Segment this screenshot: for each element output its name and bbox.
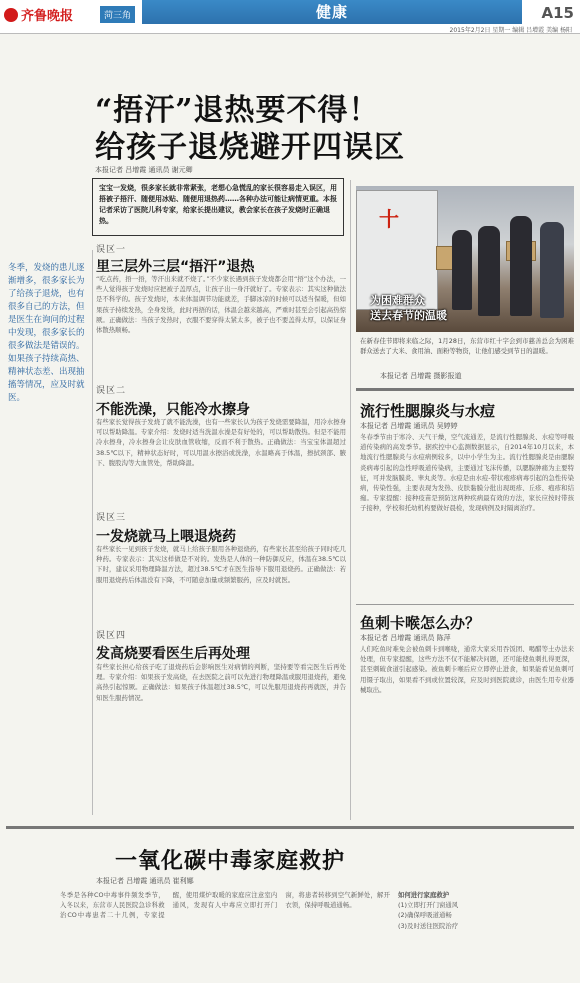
person (478, 226, 500, 316)
photo-caption-line2: 送去春节的温暖 (370, 309, 447, 322)
person (510, 216, 532, 316)
side-column: 冬季，发烧的患儿逐渐增多，很多家长为了给孩子退烧，也有很多自己的方法，但是医生在询问的过程中发现，很多家长的很多做法是错误的。如果孩子持续高热、精神状态差、出现抽搐等情况，应及时就医。 (8, 263, 85, 403)
section-1-text: “吃点药，捂一捂，等汗出来就不烧了。”不少家长遇到孩子发烧都会用“捂”这个办法，一些人觉得孩子发烧时应把被子盖厚点，让孩子出一身汗就好了。专家表示：其实这种做法是不科学的。孩子发烧时，本来体温调节功能就差，手脚冰凉的时候可以适当保暖，但如果孩子持续发热，全身发烫，此时再捂的话，体温会越来越高，严重时甚至会引起高热惊厥。正确做法：当孩子发热时，衣服不要穿得太紧太多，被子也不要盖得太厚，以保证身体散热顺畅。 (96, 275, 346, 335)
date-line: 2015年2月2日 星期一 编辑 吕增霞 美编 杨阳 (449, 27, 572, 34)
side-column-divider (92, 250, 93, 815)
paper-name: 齐鲁晚报 (21, 9, 74, 24)
section-2-label: 误区二 (96, 386, 127, 396)
article-3-title: 鱼刺卡喉怎么办？ (360, 614, 481, 632)
article-3-text: 人们吃鱼时难免会被鱼刺卡到喉咙，通常大家采用吞饭团、喝醋等土办法来处理，但专家提醒，这些方法不仅不能解决问题，还可能使鱼刺扎得更深，甚至刺破食道引起感染。被鱼刺卡喉后应立即停止进食，如果能看见鱼刺可用镊子取出，如果看不到或位置较深，应及时到医院就诊，由医生用专业器械取出。 (360, 645, 574, 694)
section-4-text: 有些家长担心给孩子吃了退烧药后会影响医生对病情的判断，坚持要等看完医生后再处理。专家介绍：如果孩子发高烧，在去医院之前可以先进行物理降温或服用退烧药，避免高热引起惊厥。正确做法：如果孩子体温超过38.5℃，可以先服用退烧药再就医，并告知医生服药情况。 (96, 663, 346, 702)
section-1-subtitle: 里三层外三层“捂汗”退热 (96, 259, 255, 275)
section-4-label: 误区四 (96, 631, 127, 641)
section-3-text: 有些家长一见到孩子发烧，就马上给孩子服用各种退烧药，有些家长甚至给孩子同时吃几种药。专家表示：其实这样做是不对的。发热是人体的一种防御反应，体温在38.5℃以下时，建议采用物理降温方法，超过38.5℃才在医生指导下服用退烧药。正确做法：若服用退烧药后体温没有下降，不可随意加量或频繁服药，应及时就医。 (96, 545, 346, 584)
section-2-subtitle: 不能洗澡，只能冷水擦身 (96, 402, 250, 418)
section-3-label: 误区三 (96, 513, 127, 523)
article-4-point: 如何进行家庭救护 (398, 891, 450, 899)
article-2-title: 流行性腮腺炎与水痘 (360, 402, 496, 420)
article-4-title: 一氧化碳中毒家庭救护 (115, 848, 346, 874)
seal-icon (4, 8, 18, 22)
masthead (0, 0, 580, 34)
person (540, 222, 564, 318)
article-2-text: 冬春季节由于寒冷、天气干燥，空气流通差，是流行性腮腺炎、水痘等呼吸道传染病的高发季节。据疾控中心监测数据显示，自2014年10月以来，本地流行性腮腺炎与水痘病例较多，以中小学生为主。流行性腮腺炎是由腮腺炎病毒引起的急性呼吸道传染病，主要通过飞沫传播，以腮腺肿痛为主要特征，可并发脑膜炎、睾丸炎等。水痘是由水痘-带状疱疹病毒引起的急性传染病，传染性强，主要表现为发热、皮肤黏膜分批出现斑疹、丘疹、疱疹和结痂。专家提醒：接种疫苗是预防这两种疾病最有效的方法，家长应按时带孩子接种，学校和托幼机构要做好晨检，发现病例及时隔离治疗。 (360, 433, 574, 513)
main-headline-line1: “捂汗”退热要不得！ (95, 93, 380, 128)
edition-tag: 菏三角 (100, 6, 135, 23)
article-4-point: (3)及时送往医院治疗 (398, 921, 459, 930)
article-4-rule (6, 826, 574, 829)
column-divider (350, 180, 351, 820)
newspaper-logo (4, 5, 73, 24)
article-3-rule (356, 604, 574, 605)
section-4-subtitle: 发高烧要看医生后再处理 (96, 646, 250, 662)
article-2-byline: 本报记者 吕增霞 通讯员 吴婷婷 (360, 422, 458, 430)
lead-box (92, 178, 344, 236)
article-4-byline: 本报记者 吕增霞 通讯员 崔利娜 (96, 877, 194, 885)
news-photo (356, 186, 574, 332)
photo-caption-line1: 为困难群众 (370, 294, 425, 307)
article-2-rule (356, 388, 574, 391)
section-1-label: 误区一 (96, 245, 127, 255)
article-4-text: 冬季是各种CO中毒事件频发季节，入冬以来，东营市人民医院急诊科救治CO中毒患者二十几例，专家提醒，使用煤炉取暖的家庭应注意室内通风，发现有人中毒应立即打开门窗，将患者转移到空气新鲜处，解开衣领，保持呼吸道通畅。 (60, 891, 390, 920)
main-headline-line2: 给孩子退烧避开四误区 (95, 130, 405, 165)
photo-description: 在新春佳节即将来临之际，1月28日，东营市红十字会到市慈善总会为困难群众送去了大米、食用油、面粉等物资，让他们感受到节日的温暖。 (360, 337, 574, 356)
photo-credit: 本报记者 吕增霞 摄影报道 (380, 372, 462, 380)
page-number: A15 (541, 4, 574, 22)
section-band (142, 0, 522, 24)
article-3-byline: 本报记者 吕增霞 通讯员 陈萍 (360, 634, 451, 642)
article-4-points (398, 890, 574, 976)
main-byline: 本报记者 吕增霞 通讯员 谢元卿 (95, 166, 193, 174)
article-4-point: (2)确保呼吸道通畅 (398, 911, 452, 920)
section-2-text: 有些家长觉得孩子发烧了就不能洗澡，也有一些家长认为孩子发烧需要降温，用冷水擦身可以帮助降温。专家介绍：发烧时适当洗温水澡是有好处的，可以帮助散热。但是不能用冷水擦身，冷水擦身会让皮肤血管收缩，反而不利于散热。正确做法：当宝宝体温超过38.5℃以下，精神状态好时，可以用温水擦浴或洗澡，水温略高于体温，擦拭颈部、腋下、腹股沟等大血管处，帮助降温。 (96, 418, 346, 467)
article-4-point: (1)立即打开门窗通风 (398, 901, 459, 910)
section-title: 健康 (315, 3, 348, 21)
person (452, 230, 472, 310)
lead-text: 宝宝一发烧，很多家长就非常紧张，老想心急慌乱的家长很容易走入误区，用捂被子捂汗、随便用冰贴、随便用退热药……各种办法可能让病情更重。本报记者采访了医院儿科专家，给家长提出建议，教会家长在孩子发烧时正确退热。 (99, 184, 337, 225)
red-cross-icon: 十 (379, 207, 399, 231)
section-3-subtitle: 一发烧就马上喂退烧药 (96, 529, 236, 545)
